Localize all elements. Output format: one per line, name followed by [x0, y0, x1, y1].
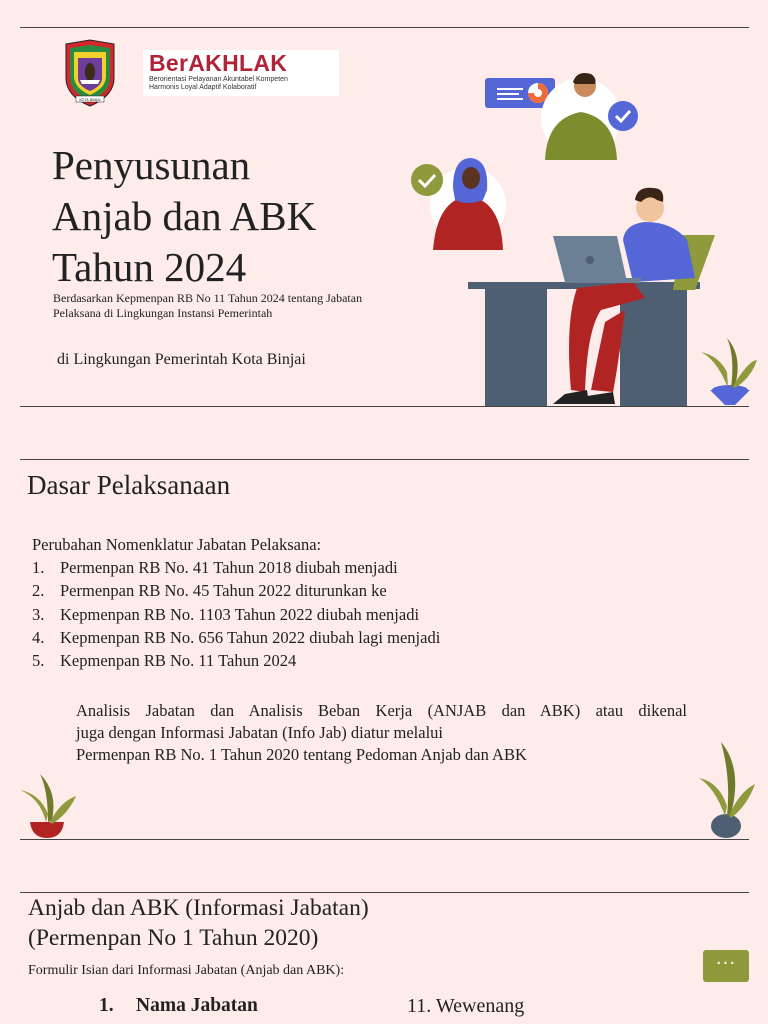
list-item	[32, 603, 440, 626]
slide1-title	[52, 140, 432, 293]
slide2-heading: Dasar Pelaksanaan	[27, 470, 231, 500]
slide1-subtitle: Berdasarkan Kepmenpan RB No 11 Tahun 2024 tentang Jabatan Pelaksana di Lingkungan Instansi Pemerintah	[53, 291, 363, 320]
slide3-heading	[28, 893, 369, 953]
list-item-number: 1.	[32, 558, 45, 577]
list-item	[32, 556, 440, 579]
slide2-paragraph	[76, 700, 687, 766]
list-item	[32, 579, 440, 602]
paragraph-line: Permenpan RB No. 1 Tahun 2020 tentang Pedoman Anjab dan ABK	[76, 745, 527, 764]
nomenklatur-list	[32, 556, 440, 672]
slide1-top-rule	[20, 27, 749, 28]
potted-plant-icon	[14, 768, 80, 842]
potted-plant-icon	[695, 738, 757, 840]
slide1-location: di Lingkungan Pemerintah Kota Binjai	[57, 351, 306, 368]
berakhlak-logo-tagline-2: Harmonis Loyal Adaptif Kolaboratif	[149, 84, 257, 91]
office-team-illustration	[405, 60, 760, 410]
list-item-text: Kepmenpan RB No. 11 Tahun 2024	[60, 651, 297, 671]
list-item-text: Kepmenpan RB No. 656 Tahun 2022 diubah lagi menjadi	[60, 627, 441, 647]
list-item-number: 4.	[32, 627, 45, 647]
kota-binjai-seal-logo	[62, 38, 118, 108]
slide2-bottom-rule	[20, 839, 749, 840]
list-item-text: Permenpan RB No. 45 Tahun 2022 diturunkan ke	[60, 581, 387, 601]
form-item-text: Nama Jabatan	[136, 995, 258, 1016]
form-item-number: 1.	[99, 995, 114, 1016]
title-line: Tahun 2024	[52, 244, 247, 290]
paragraph-line: juga dengan Informasi Jabatan (Info Jab) diatur melalui	[76, 723, 443, 742]
list-item-text: Permenpan RB No. 41 Tahun 2018 diubah menjadi	[60, 558, 398, 577]
berakhlak-logo-tagline-1: Berorientasi Pelayanan Akuntabel Kompeten	[149, 76, 288, 83]
list-item-number: 2.	[32, 581, 45, 601]
potted-plant-icon	[701, 338, 757, 405]
heading-line: Anjab dan ABK (Informasi Jabatan)	[28, 895, 369, 921]
berakhlak-logo	[143, 50, 339, 96]
slide2-top-rule	[20, 459, 749, 460]
check-circle-icon	[608, 101, 638, 131]
avatar-woman	[430, 158, 506, 250]
title-line: Anjab dan ABK	[52, 193, 317, 239]
list-item-text: Kepmenpan RB No. 1103 Tahun 2022 diubah menjadi	[60, 604, 420, 624]
form-item-1	[99, 995, 258, 1017]
list-item	[32, 649, 440, 672]
check-circle-icon	[411, 164, 443, 196]
title-line: Penyusunan	[52, 142, 251, 188]
slide2-intro: Perubahan Nomenklatur Jabatan Pelaksana:	[32, 535, 322, 554]
berakhlak-logo-wordmark: BerAKHLAK	[149, 50, 288, 76]
chat-button[interactable]	[703, 950, 749, 982]
svg-text:KOTA BINJAI: KOTA BINJAI	[79, 98, 101, 102]
chat-icon: ···	[715, 953, 737, 974]
list-item-number: 3.	[32, 604, 45, 624]
paragraph-line: Analisis Jabatan dan Analisis Beban Kerja (ANJAB dan ABK) atau dikenal	[76, 701, 687, 720]
heading-line: (Permenpan No 1 Tahun 2020)	[28, 925, 319, 951]
slide3-form-intro: Formulir Isian dari Informasi Jabatan (Anjab dan ABK):	[28, 963, 345, 978]
slide1-bottom-rule	[20, 406, 749, 407]
list-item	[32, 626, 440, 649]
form-item-11: 11. Wewenang	[407, 995, 525, 1017]
list-item-number: 5.	[32, 651, 45, 671]
